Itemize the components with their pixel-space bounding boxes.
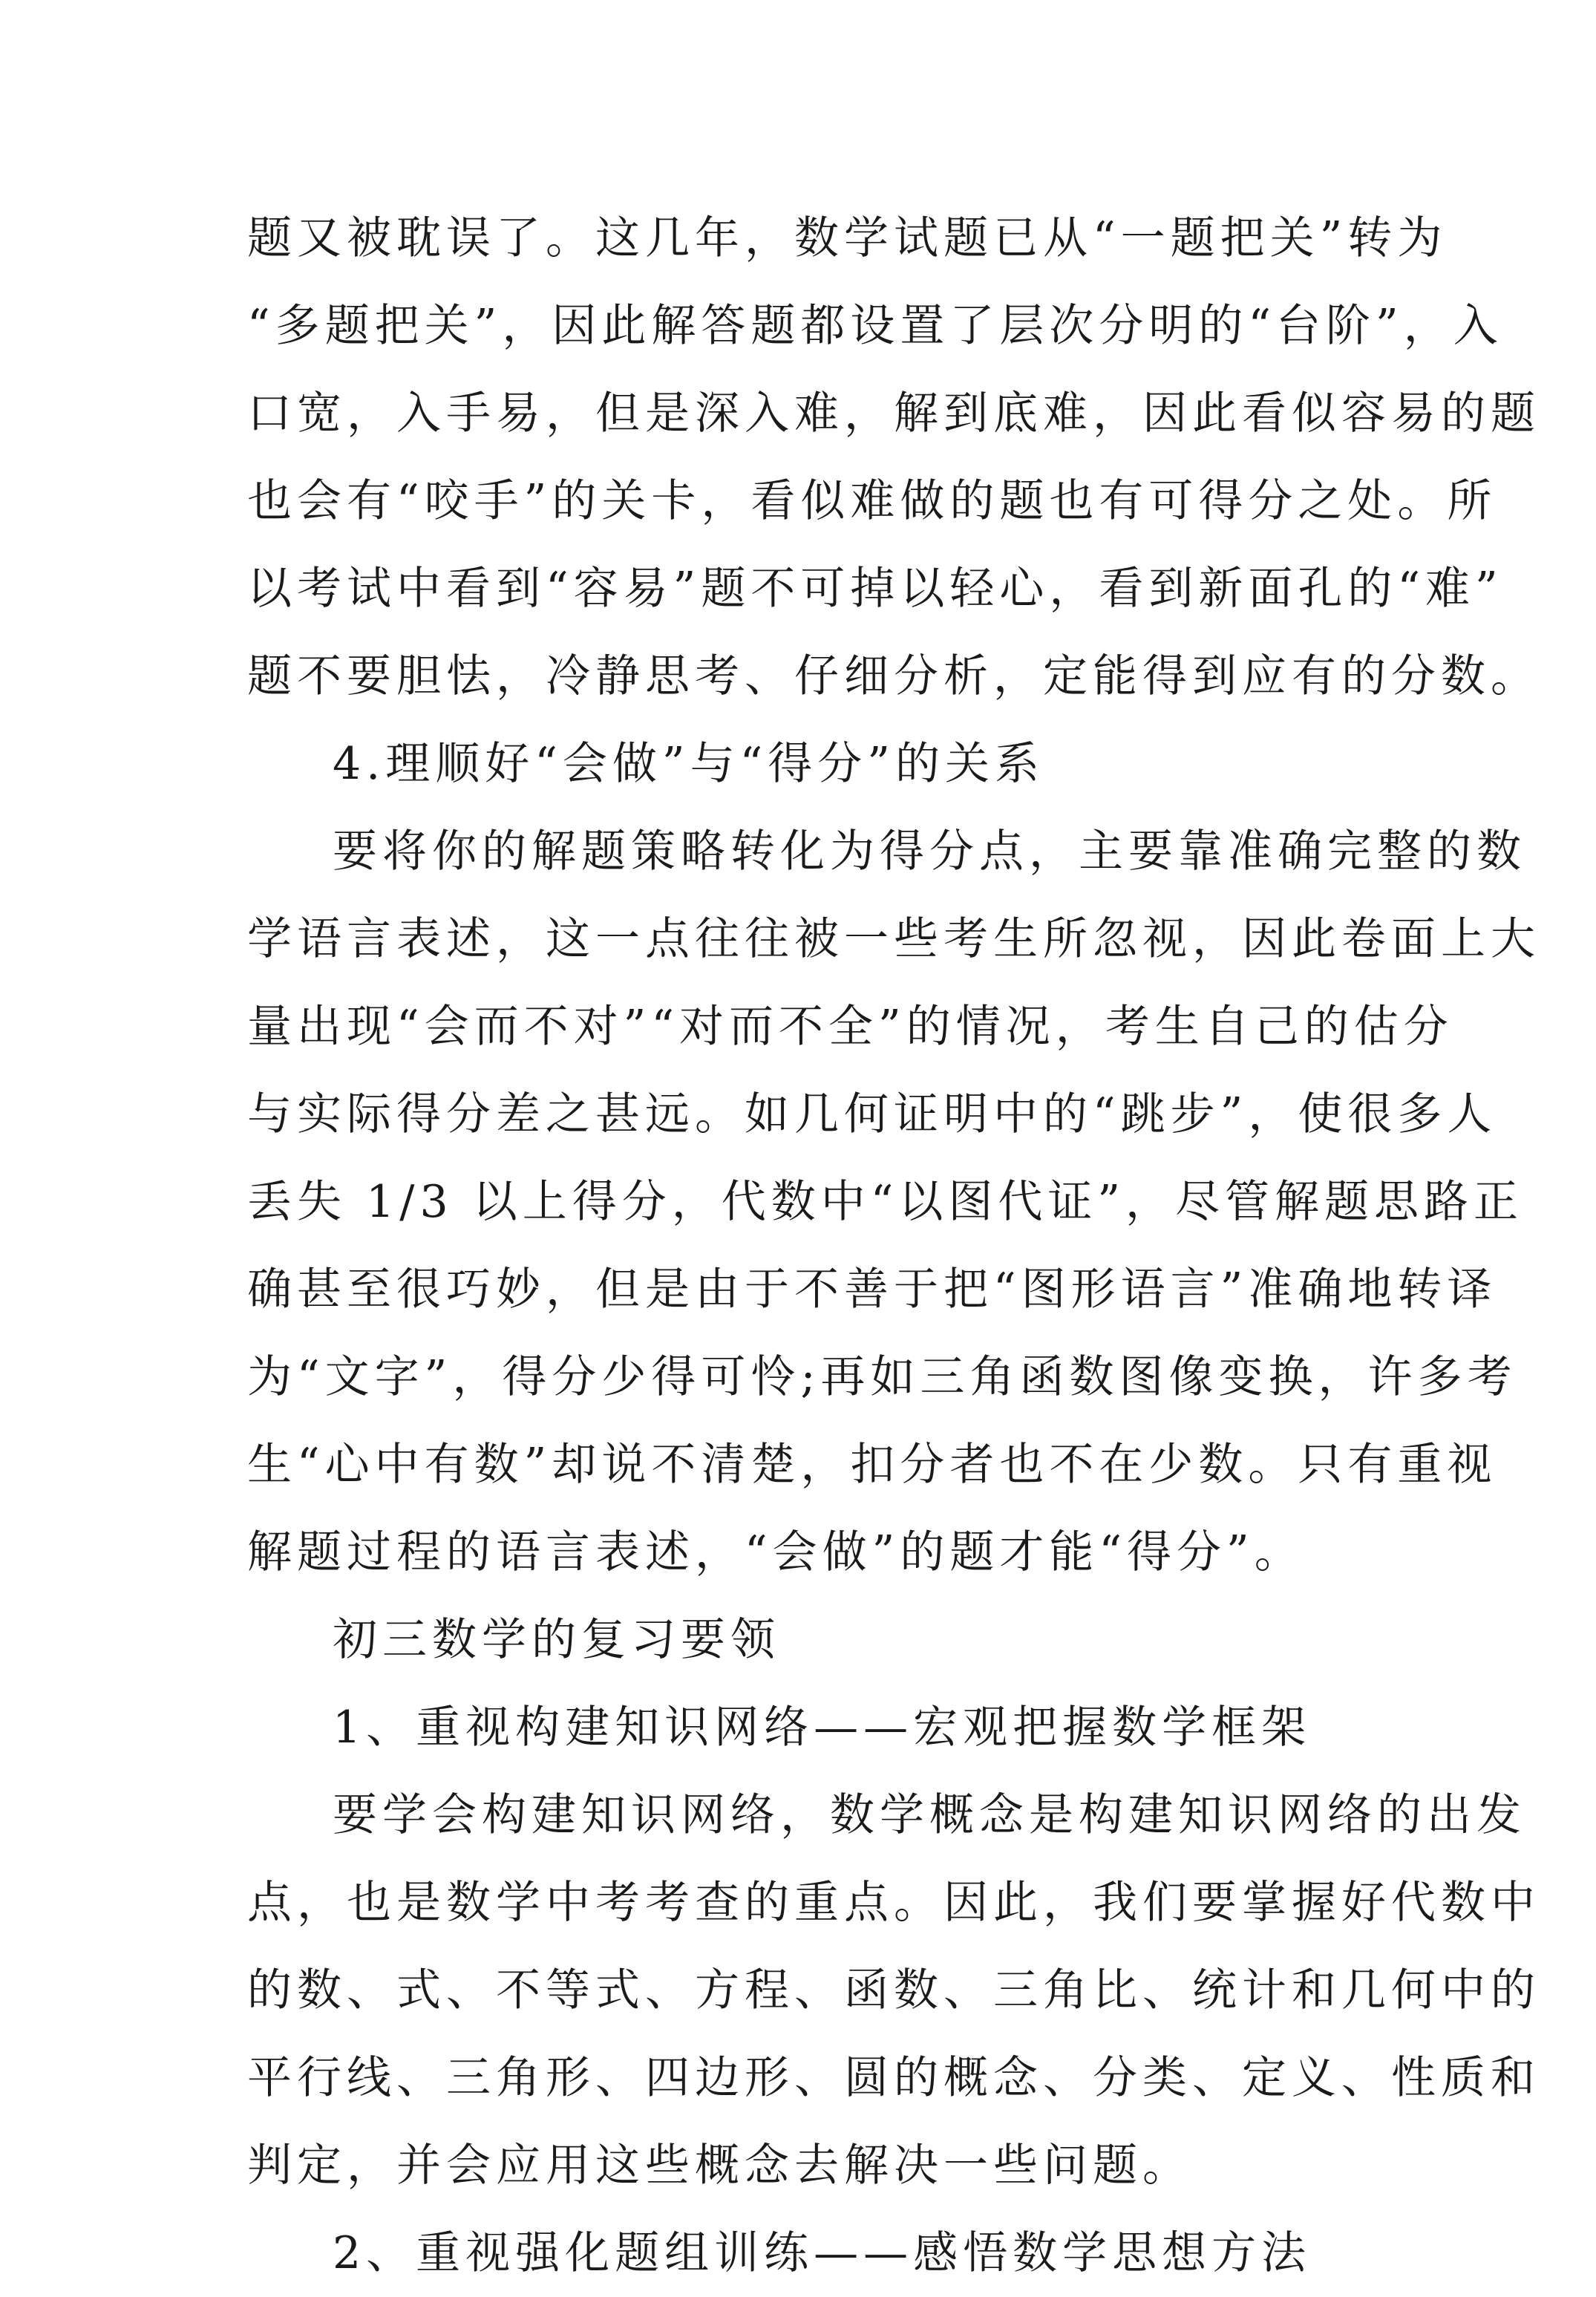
text-line: “多题把关”，因此解答题都设置了层次分明的“台阶”，入 [247,300,1503,352]
text-line: 丢失 1/3 以上得分，代数中“以图代证”，尽管解题思路正 [247,1176,1524,1228]
section-heading: 2、重视强化题组训练——感悟数学思想方法 [333,2227,1312,2279]
text-line: 题不要胆怯，冷静思考、仔细分析，定能得到应有的分数。 [247,650,1540,702]
section-heading: 1、重视构建知识网络——宏观把握数学框架 [333,1702,1312,1754]
text-line: 平行线、三角形、四边形、圆的概念、分类、定义、性质和 [247,2052,1540,2104]
text-line: 解题过程的语言表述，“会做”的题才能“得分”。 [247,1526,1304,1578]
section-heading: 4.理顺好“会做”与“得分”的关系 [333,738,1044,790]
text-line: 与实际得分差之甚远。如几何证明中的“跳步”，使很多人 [247,1088,1497,1140]
text-line: 学语言表述，这一点往往被一些考生所忽视，因此卷面上大 [247,913,1540,965]
text-line: 也会有“咬手”的关卡，看似难做的题也有可得分之处。所 [247,475,1497,527]
text-line: 判定，并会应用这些概念去解决一些问题。 [247,2140,1192,2192]
text-line: 点，也是数学中考考查的重点。因此，我们要掌握好代数中 [247,1877,1540,1929]
text-line: 的数、式、不等式、方程、函数、三角比、统计和几何中的 [247,1964,1540,2016]
text-line: 量出现“会而不对”“对而不全”的情况，考生自己的估分 [247,1001,1453,1053]
paragraph-start: 要将你的解题策略转化为得分点，主要靠准确完整的数 [333,826,1526,878]
text-line: 以考试中看到“容易”题不可掉以轻心，看到新面孔的“难” [247,563,1503,615]
text-line: 口宽，入手易，但是深入难，解到底难，因此看似容易的题 [247,388,1540,440]
body-text [247,195,1540,2297]
text-line: 为“文字”，得分少得可怜;再如三角函数图像变换，许多考 [247,1351,1517,1403]
paragraph-start: 要学会构建知识网络，数学概念是构建知识网络的出发 [333,1789,1526,1841]
text-line: 题又被耽误了。这几年，数学试题已从“一题把关”转为 [247,212,1448,264]
text-line: 确甚至很巧妙，但是由于不善于把“图形语言”准确地转译 [247,1264,1497,1316]
section-title: 初三数学的复习要领 [333,1614,780,1666]
text-line: 生“心中有数”却说不清楚，扣分者也不在少数。只有重视 [247,1439,1497,1491]
